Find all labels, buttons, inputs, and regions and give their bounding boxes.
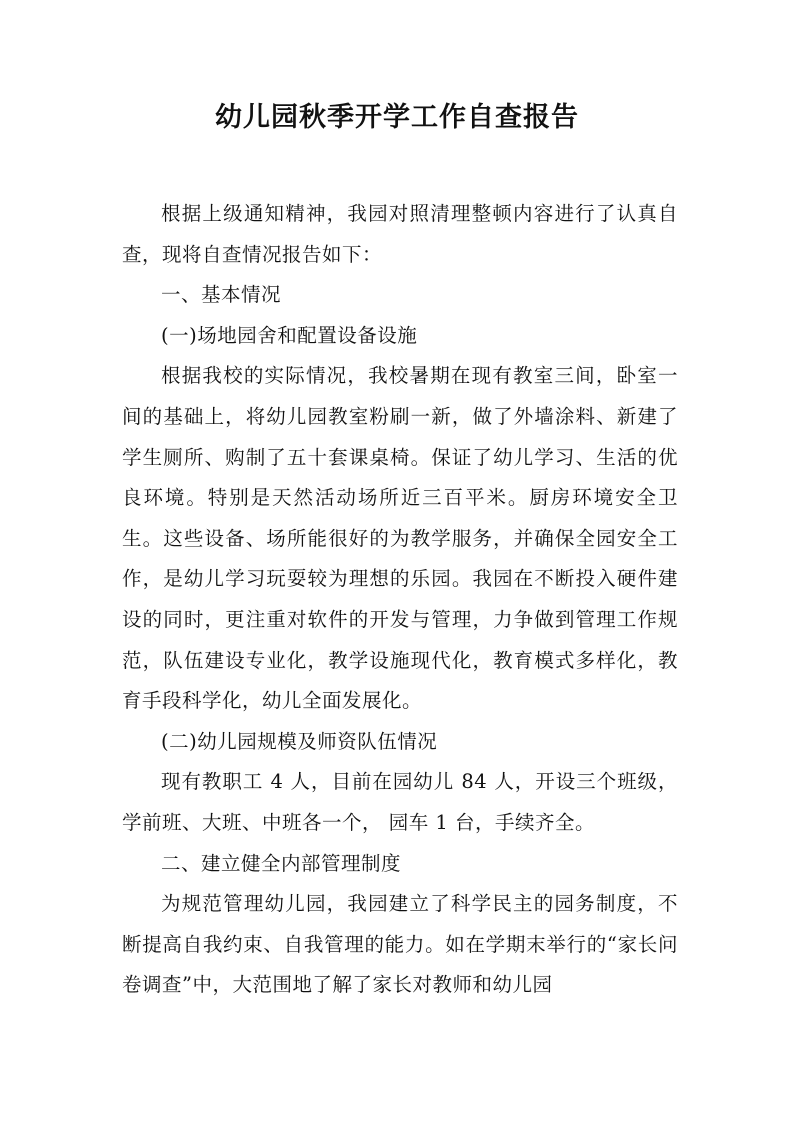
staff-paragraph: 现有教职工 4 人，目前在园幼儿 84 人，开设三个班级，学前班、大班、中班各一个， 园车 1 台，手续齐全。 bbox=[122, 770, 678, 834]
section-heading-management: 二、建立健全内部管理制度 bbox=[161, 851, 402, 875]
intro-paragraph: 根据上级通知精神，我园对照清理整顿内容进行了认真自查，现将自查情况报告如下： bbox=[122, 202, 678, 266]
management-paragraph: 为规范管理幼儿园，我园建立了科学民主的园务制度，不断提高自我约束、自我管理的能力。如在学期末举行的“家长问卷调查”中，大范围地了解了家长对教师和幼儿园 bbox=[122, 892, 678, 997]
document-body bbox=[122, 194, 678, 1006]
section-heading-basic-info: 一、基本情况 bbox=[161, 283, 282, 307]
subsection-heading-facilities: (一)场地园舍和配置设备设施 bbox=[161, 323, 418, 347]
document-title: 幼儿园秋季开学工作自查报告 bbox=[215, 102, 579, 133]
subsection-heading-staff: (二)幼儿园规模及师资队伍情况 bbox=[161, 729, 438, 753]
facilities-paragraph: 根据我校的实际情况，我校暑期在现有教室三间，卧室一间的基础上，将幼儿园教室粉刷一新，做了外墙涂料、新建了学生厕所、购制了五十套课桌椅。保证了幼儿学习、生活的优良环境。特别是天然活动场所近三百平米。厨房环境安全卫生。这些设备、场所能很好的为教学服务，并确保全园安全工作，是幼儿学习玩耍较为理想的乐园。我园在不断投入硬件建设的同时，更注重对软件的开发与管理，力争做到管理工作规范，队伍建设专业化，教学设施现代化，教育模式多样化，教育手段科学化，幼儿全面发展化。 bbox=[122, 364, 678, 713]
